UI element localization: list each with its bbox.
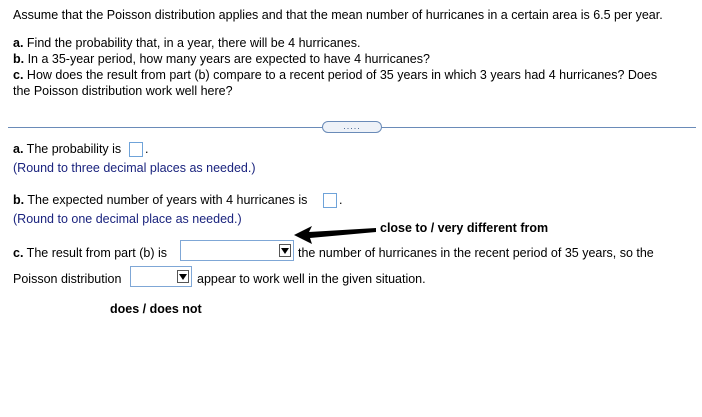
chevron-down-icon	[177, 270, 189, 283]
question-a-text: Find the probability that, in a year, there will be 4 hurricanes.	[23, 36, 361, 50]
chevron-down-icon	[279, 244, 291, 257]
answer-a-hint: (Round to three decimal places as needed.)	[13, 161, 256, 175]
question-a-label: a.	[13, 36, 24, 50]
comparison-select[interactable]	[180, 240, 294, 261]
dropdown-1-options-note: close to / very different from	[380, 221, 549, 235]
answer-b-prompt: The expected number of years with 4 hurricanes is	[24, 193, 308, 207]
expected-years-input[interactable]	[323, 193, 337, 208]
answer-c-text4: appear to work well in the given situation.	[197, 272, 426, 286]
answer-a-label: a.	[13, 142, 24, 156]
question-a	[13, 36, 360, 50]
answer-c-prompt: The result from part (b) is	[23, 246, 167, 260]
question-c-label: c.	[13, 68, 24, 82]
expand-button[interactable]: .....	[322, 121, 382, 133]
question-c-cont: the Poisson distribution work well here?	[13, 84, 233, 98]
probability-input[interactable]	[129, 142, 143, 157]
answer-b-text	[13, 193, 307, 207]
answer-a-period: .	[145, 142, 149, 156]
question-b-label: b.	[13, 52, 25, 66]
answer-a-prompt: The probability is	[23, 142, 122, 156]
intro-text: Assume that the Poisson distribution applies and that the mean number of hurricanes in a certain area is 6.5 per year.	[13, 8, 663, 22]
answer-a-text	[13, 142, 121, 156]
question-c	[13, 68, 657, 82]
question-c-text: How does the result from part (b) compare to a recent period of 35 years in which 3 years had 4 hurricanes? Does	[23, 68, 658, 82]
answer-c-text	[13, 246, 167, 260]
arrow-left-icon	[292, 224, 378, 246]
question-b-text: In a 35-year period, how many years are expected to have 4 hurricanes?	[24, 52, 430, 66]
answer-c-text2: the number of hurricanes in the recent period of 35 years, so the	[298, 246, 654, 260]
does-select[interactable]	[130, 266, 192, 287]
answer-b-label: b.	[13, 193, 25, 207]
answer-b-hint: (Round to one decimal place as needed.)	[13, 212, 242, 226]
answer-b-period: .	[339, 193, 343, 207]
answer-c-label: c.	[13, 246, 24, 260]
dropdown-2-options-note: does / does not	[110, 302, 202, 316]
answer-c-text3: Poisson distribution	[13, 272, 122, 286]
question-b	[13, 52, 430, 66]
